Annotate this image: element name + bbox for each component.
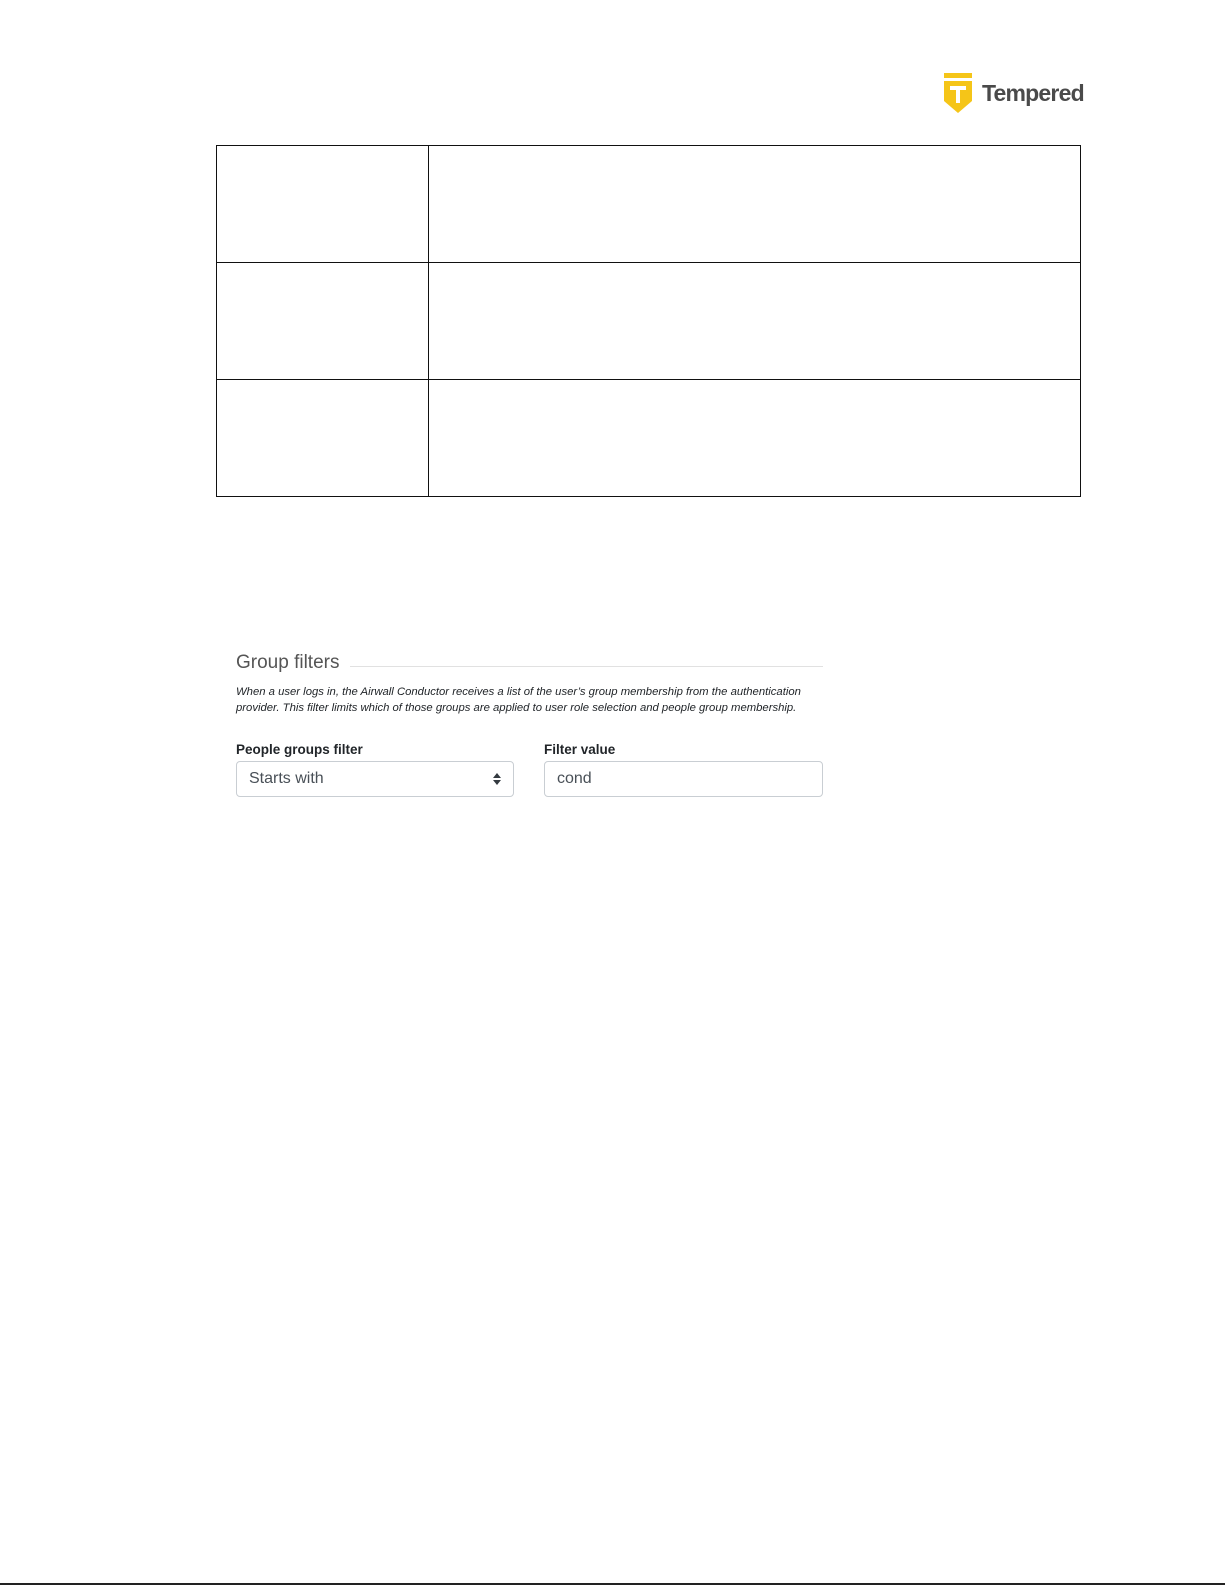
tempered-logo	[944, 73, 1084, 113]
header-divider	[350, 666, 823, 667]
table-cell	[217, 380, 429, 497]
filter-value-input-wrapper	[544, 761, 823, 797]
filter-fields-row	[236, 740, 823, 797]
table-cell	[217, 146, 429, 263]
panel-title: Group filters	[236, 652, 340, 673]
brand-name: Tempered	[982, 80, 1084, 106]
group-filters-panel	[236, 648, 823, 797]
tempered-shield-icon	[944, 73, 972, 113]
panel-header	[236, 648, 823, 678]
people-groups-filter-field	[236, 740, 514, 797]
people-groups-filter-select[interactable]	[236, 761, 514, 797]
table-row	[217, 263, 1081, 380]
filter-value-input[interactable]	[557, 770, 810, 788]
filter-value-label: Filter value	[544, 742, 616, 757]
table-row	[217, 146, 1081, 263]
people-groups-filter-label: People groups filter	[236, 742, 363, 757]
panel-description: When a user logs in, the Airwall Conductor receives a list of the user’s group membership from the authentication provider. This filter limits which of those groups are applied to user role selection and people group membership.	[236, 686, 801, 714]
table-cell	[429, 146, 1081, 263]
table-cell	[429, 380, 1081, 497]
table-cell	[429, 263, 1081, 380]
table-row	[217, 380, 1081, 497]
table-cell	[217, 263, 429, 380]
selected-option: Starts with	[249, 770, 324, 787]
sort-arrows-icon	[493, 773, 501, 785]
filter-value-field	[544, 740, 823, 797]
document-table	[216, 145, 1081, 497]
